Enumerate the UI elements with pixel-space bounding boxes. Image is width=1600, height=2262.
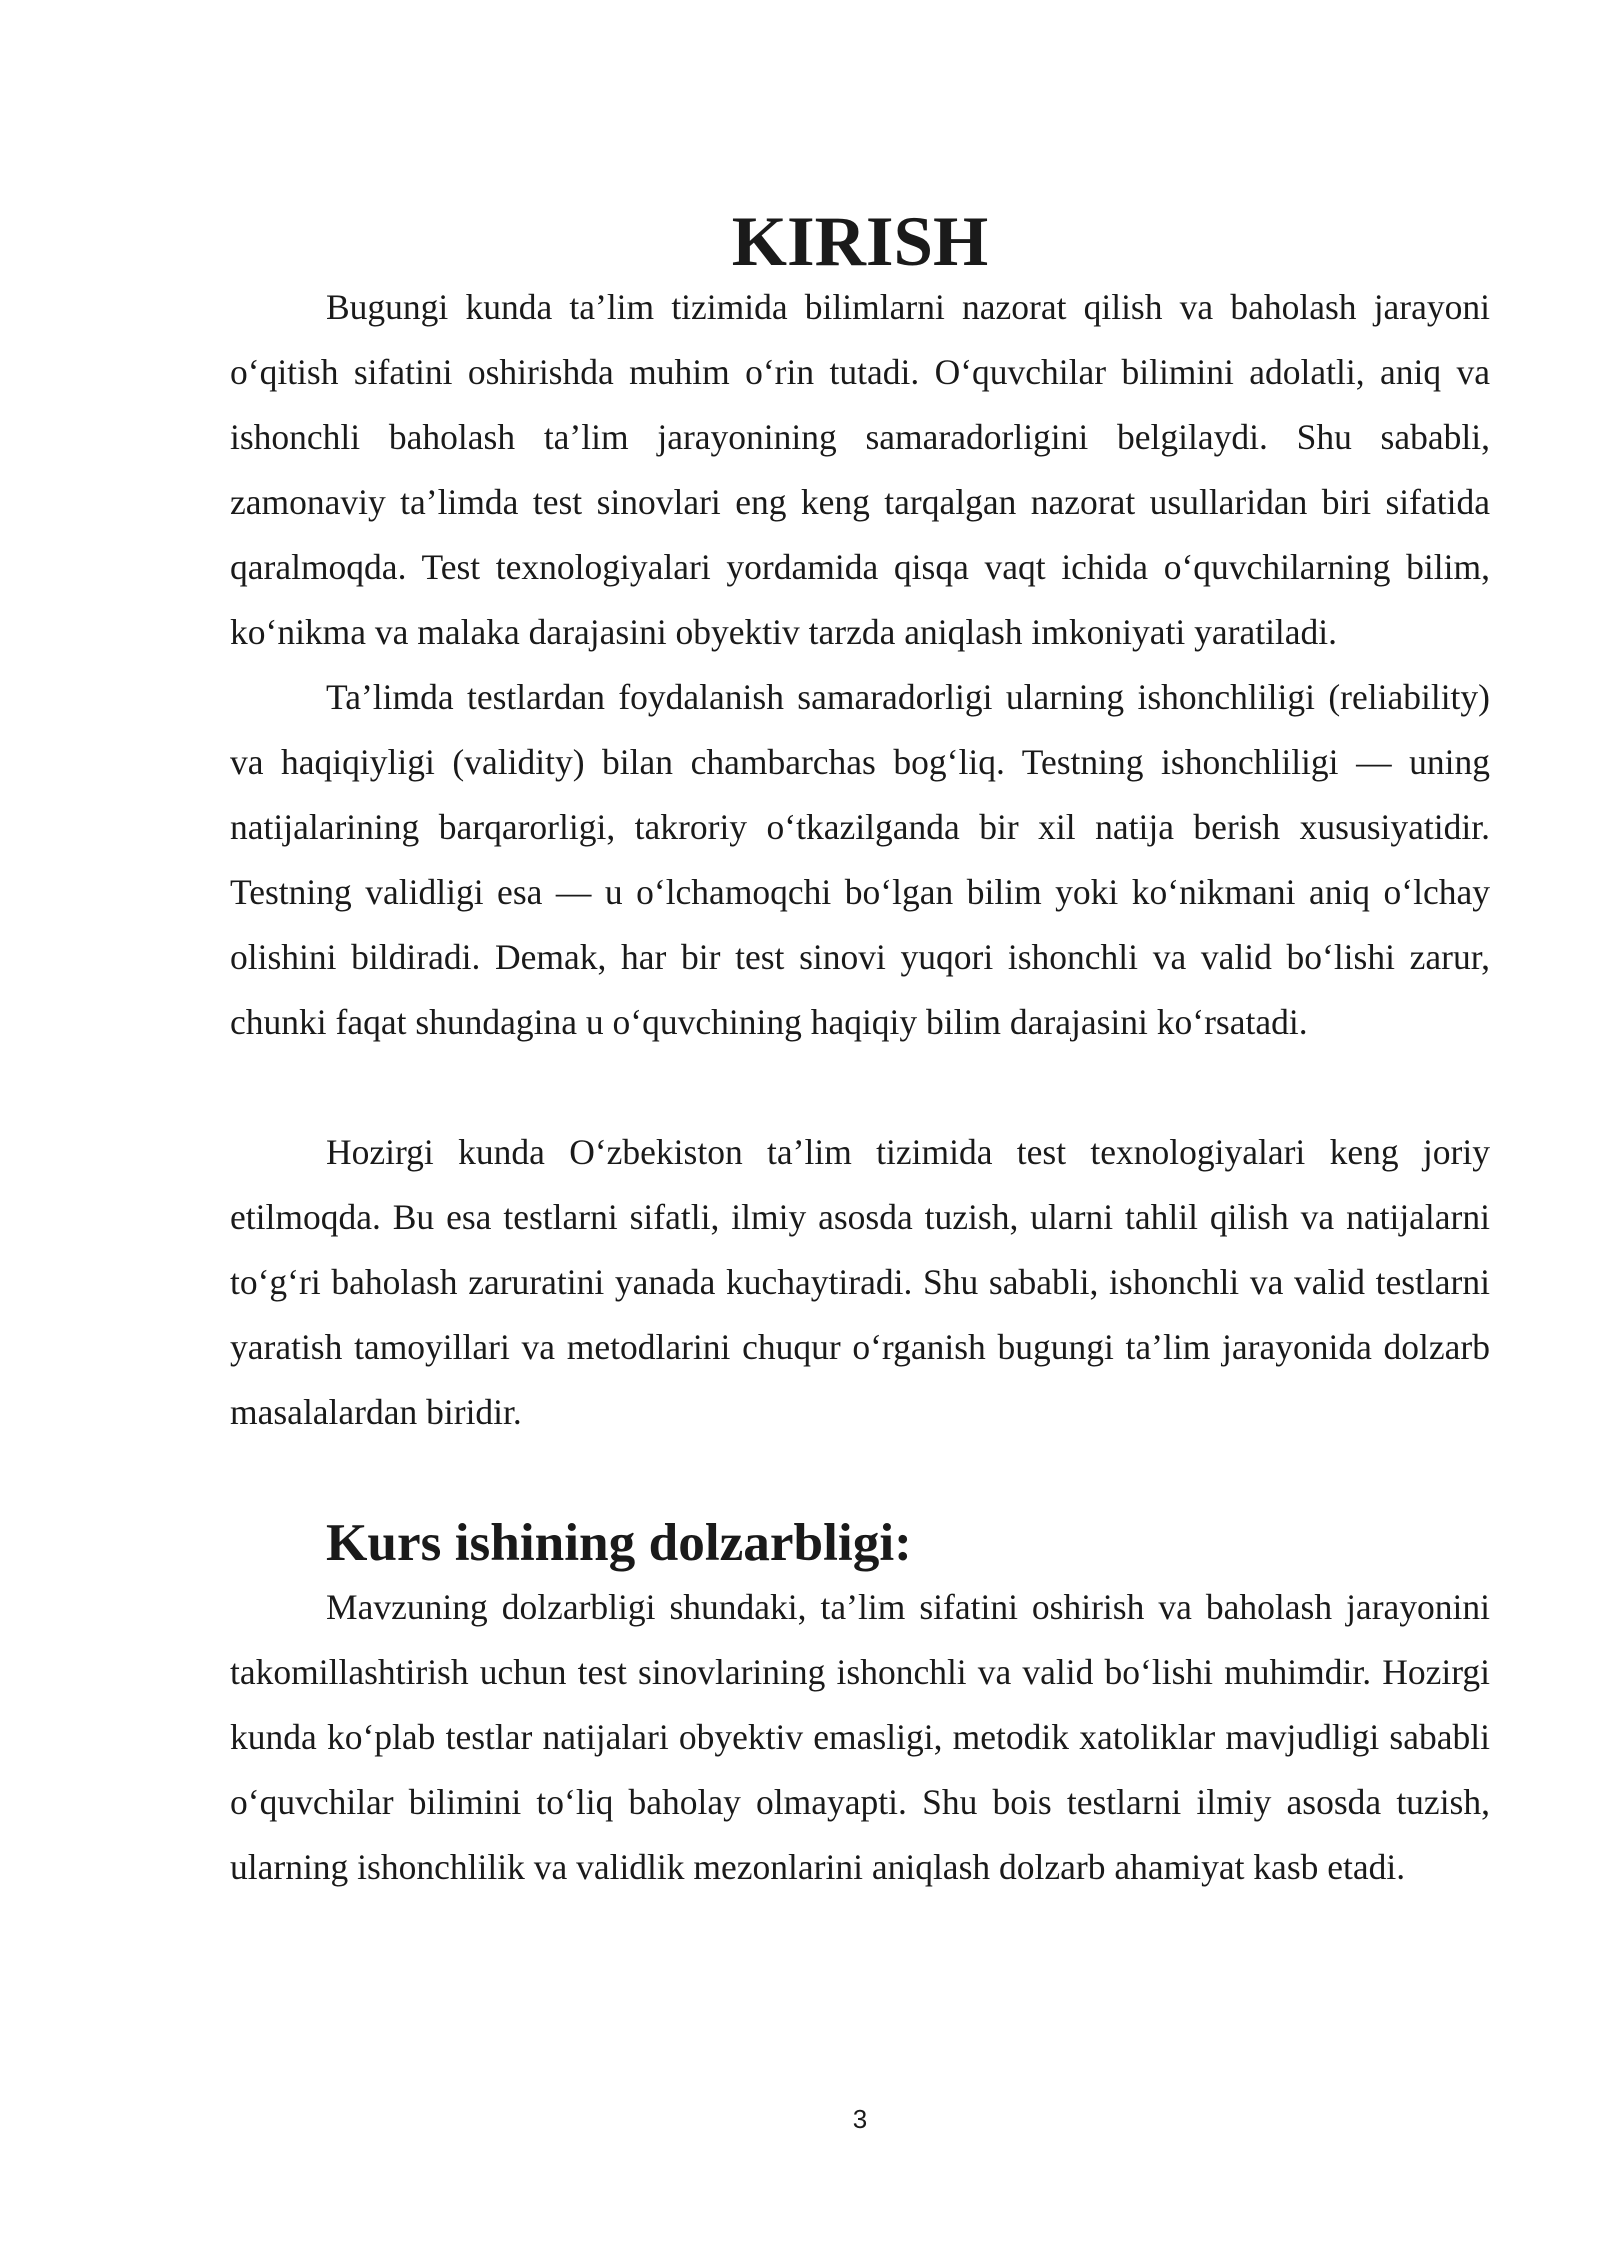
paragraph-uzbekistan-context: Hozirgi kunda O‘zbekiston ta’lim tizimida test texnologiyalari keng joriy etilmoqda. Bu esa testlarni sifatli, ilmiy asosda tuzish, ularni tahlil qilish va natijalarni to‘g‘ri baholash zaruratini yanada kuchaytiradi. Shu sababli, ishonchli va valid testlarni yaratish tamoyillari va metodlarini chuqur o‘rganish bugungi ta’lim jarayonida dolzarb masalalardan biridir. [230, 1132, 1490, 1432]
paragraph-relevance: Mavzuning dolzarbligi shundaki, ta’lim sifatini oshirish va baholash jarayonini takomillashtirish uchun test sinovlarining ishonchli va valid bo‘lishi muhimdir. Hozirgi kunda ko‘plab testlar natijalari obyektiv emasligi, metodik xatoliklar mavjudligi sababli o‘quvchilar bilimini to‘liq baholay olmayapti. Shu bois testlarni ilmiy asosda tuzish, ularning ishonchlilik va validlik mezonlarini aniqlash dolzarb ahamiyat kasb etadi. [230, 1587, 1490, 1887]
section-spacer [230, 1445, 1490, 1510]
page-number: 3 [852, 2104, 868, 2134]
section-heading: Kurs ishining dolzarbligi: [326, 1513, 912, 1572]
page-content [230, 203, 1490, 1900]
paragraph-reliability-validity: Ta’limda testlardan foydalanish samaradorligi ularning ishonchliligi (reliability) va haqiqiyligi (validity) bilan chambarchas bog‘liq. Testning ishonchliligi — uning natijalarining barqarorligi, takroriy o‘tkazilganda bir xil natija berish xususiyatidir. Testning validligi esa — u o‘lchamoqchi bo‘lgan bilim yoki ko‘nikmani aniq o‘lchay olishini bildiradi. Demak, har bir test sinovi yuqori ishonchli va valid bo‘lishi zarur, chunki faqat shundagina u o‘quvchining haqiqiy bilim darajasini ko‘rsatadi. [230, 677, 1490, 1042]
paragraph-intro: Bugungi kunda ta’lim tizimida bilimlarni nazorat qilish va baholash jarayoni o‘qitish sifatini oshirishda muhim o‘rin tutadi. O‘quvchilar bilimini adolatli, aniq va ishonchli baholash ta’lim jarayonining samaradorligini belgilaydi. Shu sababli, zamonaviy ta’limda test sinovlari eng keng tarqalgan nazorat usullaridan biri sifatida qaralmoqda. Test texnologiyalari yordamida qisqa vaqt ichida o‘quvchilarning bilim, ko‘nikma va malaka darajasini obyektiv tarzda aniqlash imkoniyati yaratiladi. [230, 287, 1490, 652]
paragraph-spacer [230, 1055, 1490, 1120]
page-title: KIRISH [731, 203, 989, 281]
